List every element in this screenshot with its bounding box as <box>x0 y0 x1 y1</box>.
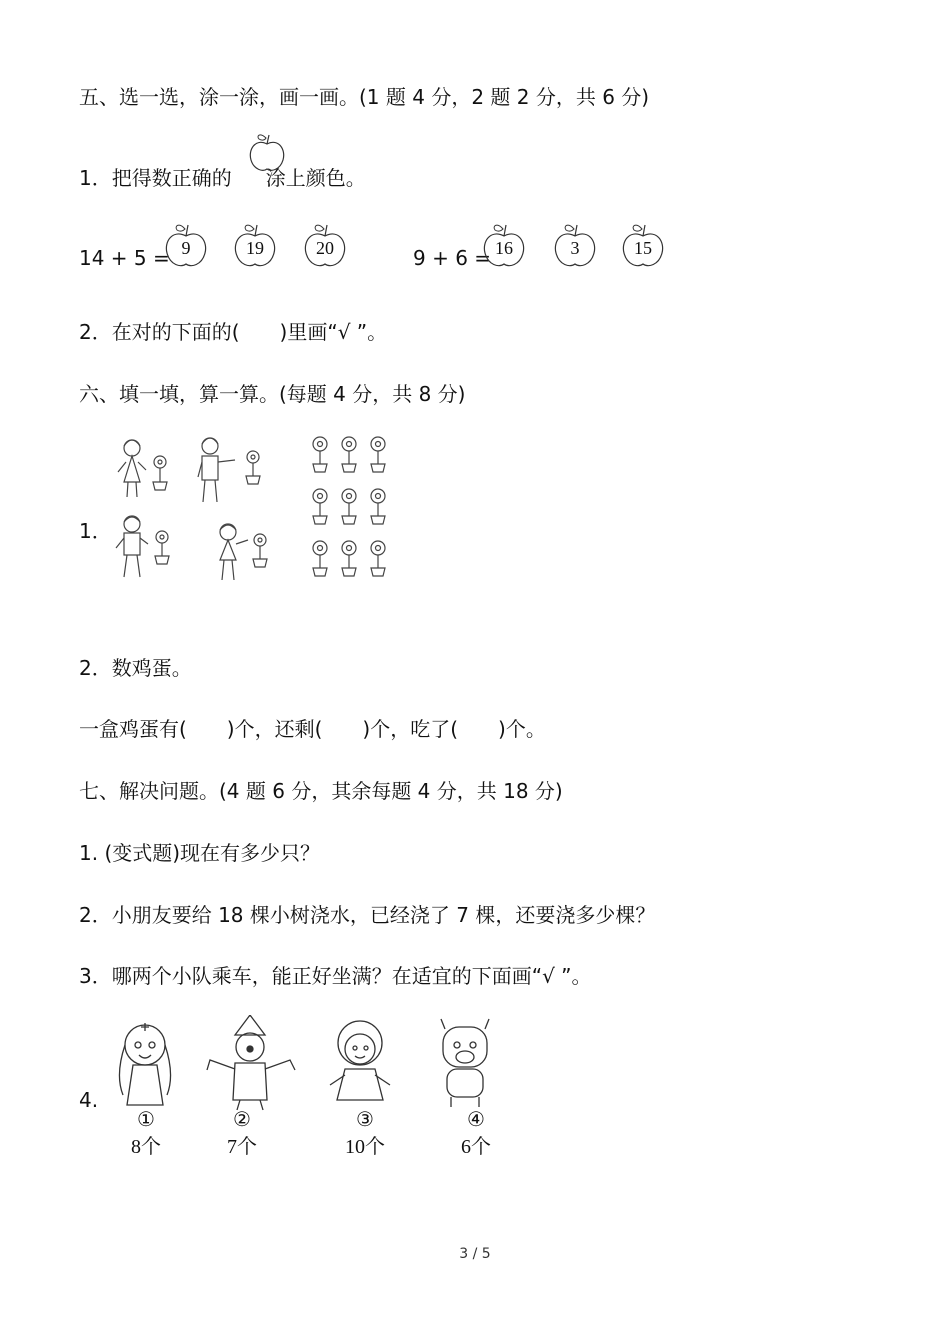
section5-q1-prefix: 1．把得数正确的 <box>79 166 232 190</box>
eq2-apple-option-2[interactable] <box>552 220 598 272</box>
flower-pot-icon <box>371 437 385 472</box>
characters-illustration <box>105 1015 525 1115</box>
flower-pot-icon <box>313 489 327 524</box>
section6-q2-fill: 一盒鸡蛋有( )个，还剩( )个，吃了( )个。 <box>79 717 546 741</box>
section7-title: 七、解决问题。(4 题 6 分，其余每题 4 分，共 18 分) <box>79 779 563 803</box>
eq2-apple-option-3[interactable] <box>620 220 666 272</box>
section7-q4-label: 4. <box>79 1088 99 1112</box>
eq1-apple-option-2[interactable] <box>232 220 278 272</box>
apple-number: 9 <box>181 238 191 258</box>
character-1-mark: ① <box>137 1109 155 1131</box>
eq2-apple-option-1[interactable] <box>481 220 527 272</box>
character-3-count: 10个 <box>345 1136 385 1158</box>
clown-character <box>207 1015 295 1110</box>
flower-pot-icon <box>371 541 385 576</box>
character-2-count: 7个 <box>227 1136 257 1158</box>
section6-q1-label: 1． <box>79 519 112 543</box>
flower-pot-icon <box>371 489 385 524</box>
section6-title: 六、填一填，算一算。(每题 4 分，共 8 分) <box>79 382 466 406</box>
eq1-apple-option-1[interactable] <box>163 220 209 272</box>
flower-pot-icon <box>342 437 356 472</box>
section7-q3: 3．哪两个小队乘车，能正好坐满？在适宜的下面画“√ ”。 <box>79 964 592 988</box>
section6-q2: 2．数鸡蛋。 <box>79 656 192 680</box>
section5-q2: 2．在对的下面的( )里画“√ ”。 <box>79 320 388 344</box>
child-figure <box>118 440 146 497</box>
girl-character <box>119 1023 170 1105</box>
eq1-apple-option-3[interactable] <box>302 220 348 272</box>
page-number: 3 / 5 <box>459 1246 491 1262</box>
section5-q1 <box>79 157 366 192</box>
flower-pot-icon <box>313 437 327 472</box>
character-2-mark: ② <box>233 1109 251 1131</box>
section7-q2: 2．小朋友要给 18 棵小树浇水，已经浇了 7 棵，还要浇多少棵？ <box>79 903 656 927</box>
section5-title: 五、选一选，涂一涂，画一画。(1 题 4 分，2 题 2 分，共 6 分) <box>79 85 650 109</box>
apple-icon <box>247 130 287 176</box>
equation-2: 9 + 6 = <box>413 246 492 270</box>
section5-q1-suffix: 涂上颜色。 <box>265 166 366 190</box>
apple-number: 16 <box>495 238 513 258</box>
flower-pot-icon <box>342 541 356 576</box>
apple-number: 20 <box>316 238 334 258</box>
character-4-count: 6个 <box>461 1136 491 1158</box>
apple-number: 3 <box>570 238 580 258</box>
character-3-mark: ③ <box>356 1109 374 1131</box>
children-flowers-illustration <box>110 432 400 592</box>
equation-1: 14 + 5 = <box>79 246 170 270</box>
flower-pot-icon <box>313 541 327 576</box>
flower-pot-icon <box>342 489 356 524</box>
apple-number: 19 <box>246 238 264 258</box>
character-4-mark: ④ <box>467 1109 485 1131</box>
bull-character <box>441 1019 489 1107</box>
curly-child-character <box>330 1021 390 1100</box>
section7-q1: 1. (变式题)现在有多少只？ <box>79 841 321 865</box>
apple-number: 15 <box>634 238 652 258</box>
character-1-count: 8个 <box>131 1136 161 1158</box>
